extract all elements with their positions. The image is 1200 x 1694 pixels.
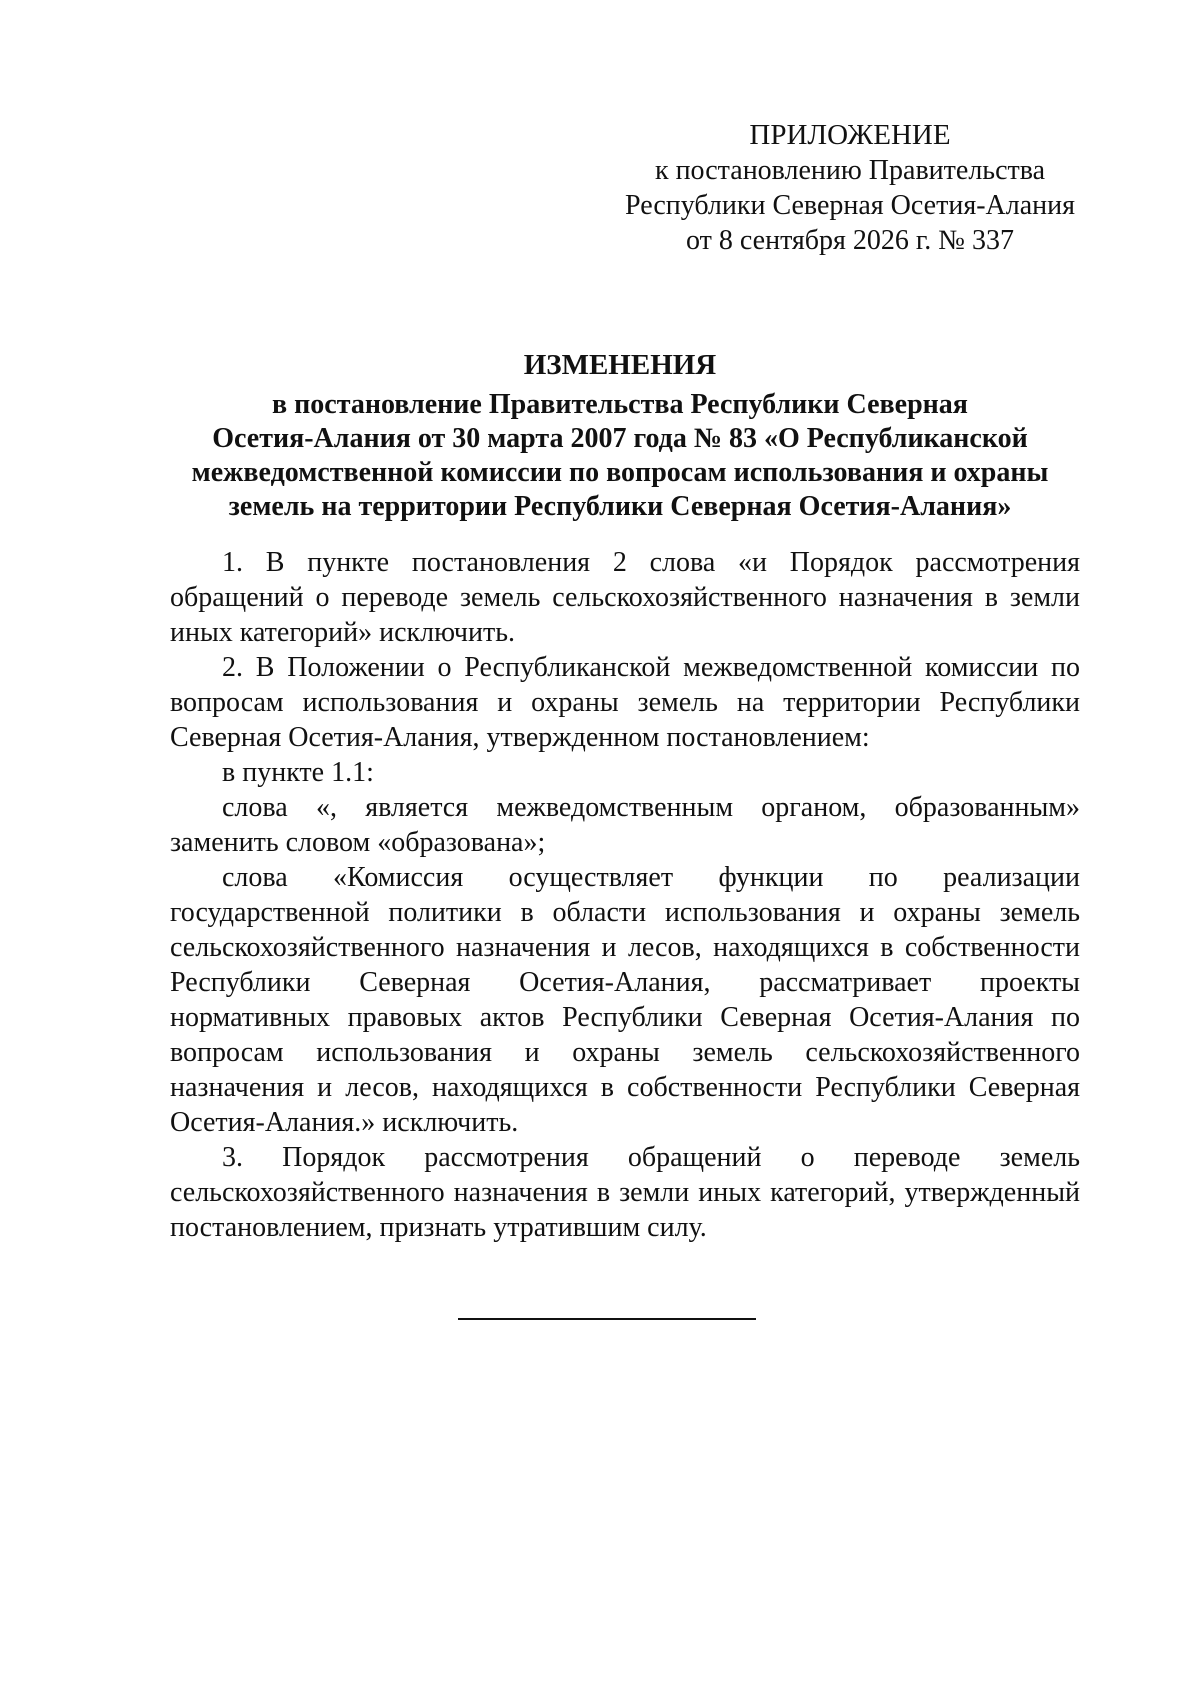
title-line-2: Осетия-Алания от 30 марта 2007 года № 83 «О Республиканской [212, 423, 1028, 454]
title-line-4: земель на территории Республики Северная Осетия-Алания» [228, 491, 1012, 522]
appendix-label: ПРИЛОЖЕНИЕ [749, 119, 951, 151]
appendix-header [580, 118, 1120, 258]
appendix-line-1: к постановлению Правительства [654, 155, 1046, 186]
paragraph-1: 1. В пункте постановления 2 слова «и Порядок рассмотрения обращений о переводе земель сельскохозяйственного назначения в земли иных категорий» исключить. [170, 547, 1080, 648]
paragraph-3: в пункте 1.1: [222, 757, 374, 788]
paragraph-5: слова «Комиссия осуществляет функции по реализации государственной политики в области использования и охраны земель сельскохозяйственного назначения и лесов, находящихся в собственности Республики Северная Осетия-Алания, рассматривает проекты нормативных правовых актов Республики Северная Осетия-Алания по вопросам использования и охраны земель сельскохозяйственного назначения и лесов, находящихся в собственности Республики Северная Осетия-Алания.» исключить. [170, 862, 1080, 1138]
document-title [170, 348, 1070, 524]
title-line-1: в постановление Правительства Республики Северная [272, 389, 968, 420]
paragraph-6: 3. Порядок рассмотрения обращений о переводе земель сельскохозяйственного назначения в земли иных категорий, утвержденный постановлением, признать утратившим силу. [170, 1142, 1080, 1243]
paragraph-4: слова «, является межведомственным органом, образованным» заменить словом «образована»; [170, 792, 1080, 858]
appendix-line-3: от 8 сентября 2026 г. № 337 [686, 225, 1014, 256]
title-heading: ИЗМЕНЕНИЯ [523, 349, 717, 381]
appendix-line-2: Республики Северная Осетия-Алания [625, 190, 1075, 221]
document-body [170, 545, 1080, 1245]
end-separator-line [458, 1318, 756, 1320]
title-line-3: межведомственной комиссии по вопросам использования и охраны [191, 457, 1049, 488]
paragraph-2: 2. В Положении о Республиканской межведомственной комиссии по вопросам использования и охраны земель на территории Республики Северная Осетия-Алания, утвержденном постановлением: [170, 652, 1080, 753]
